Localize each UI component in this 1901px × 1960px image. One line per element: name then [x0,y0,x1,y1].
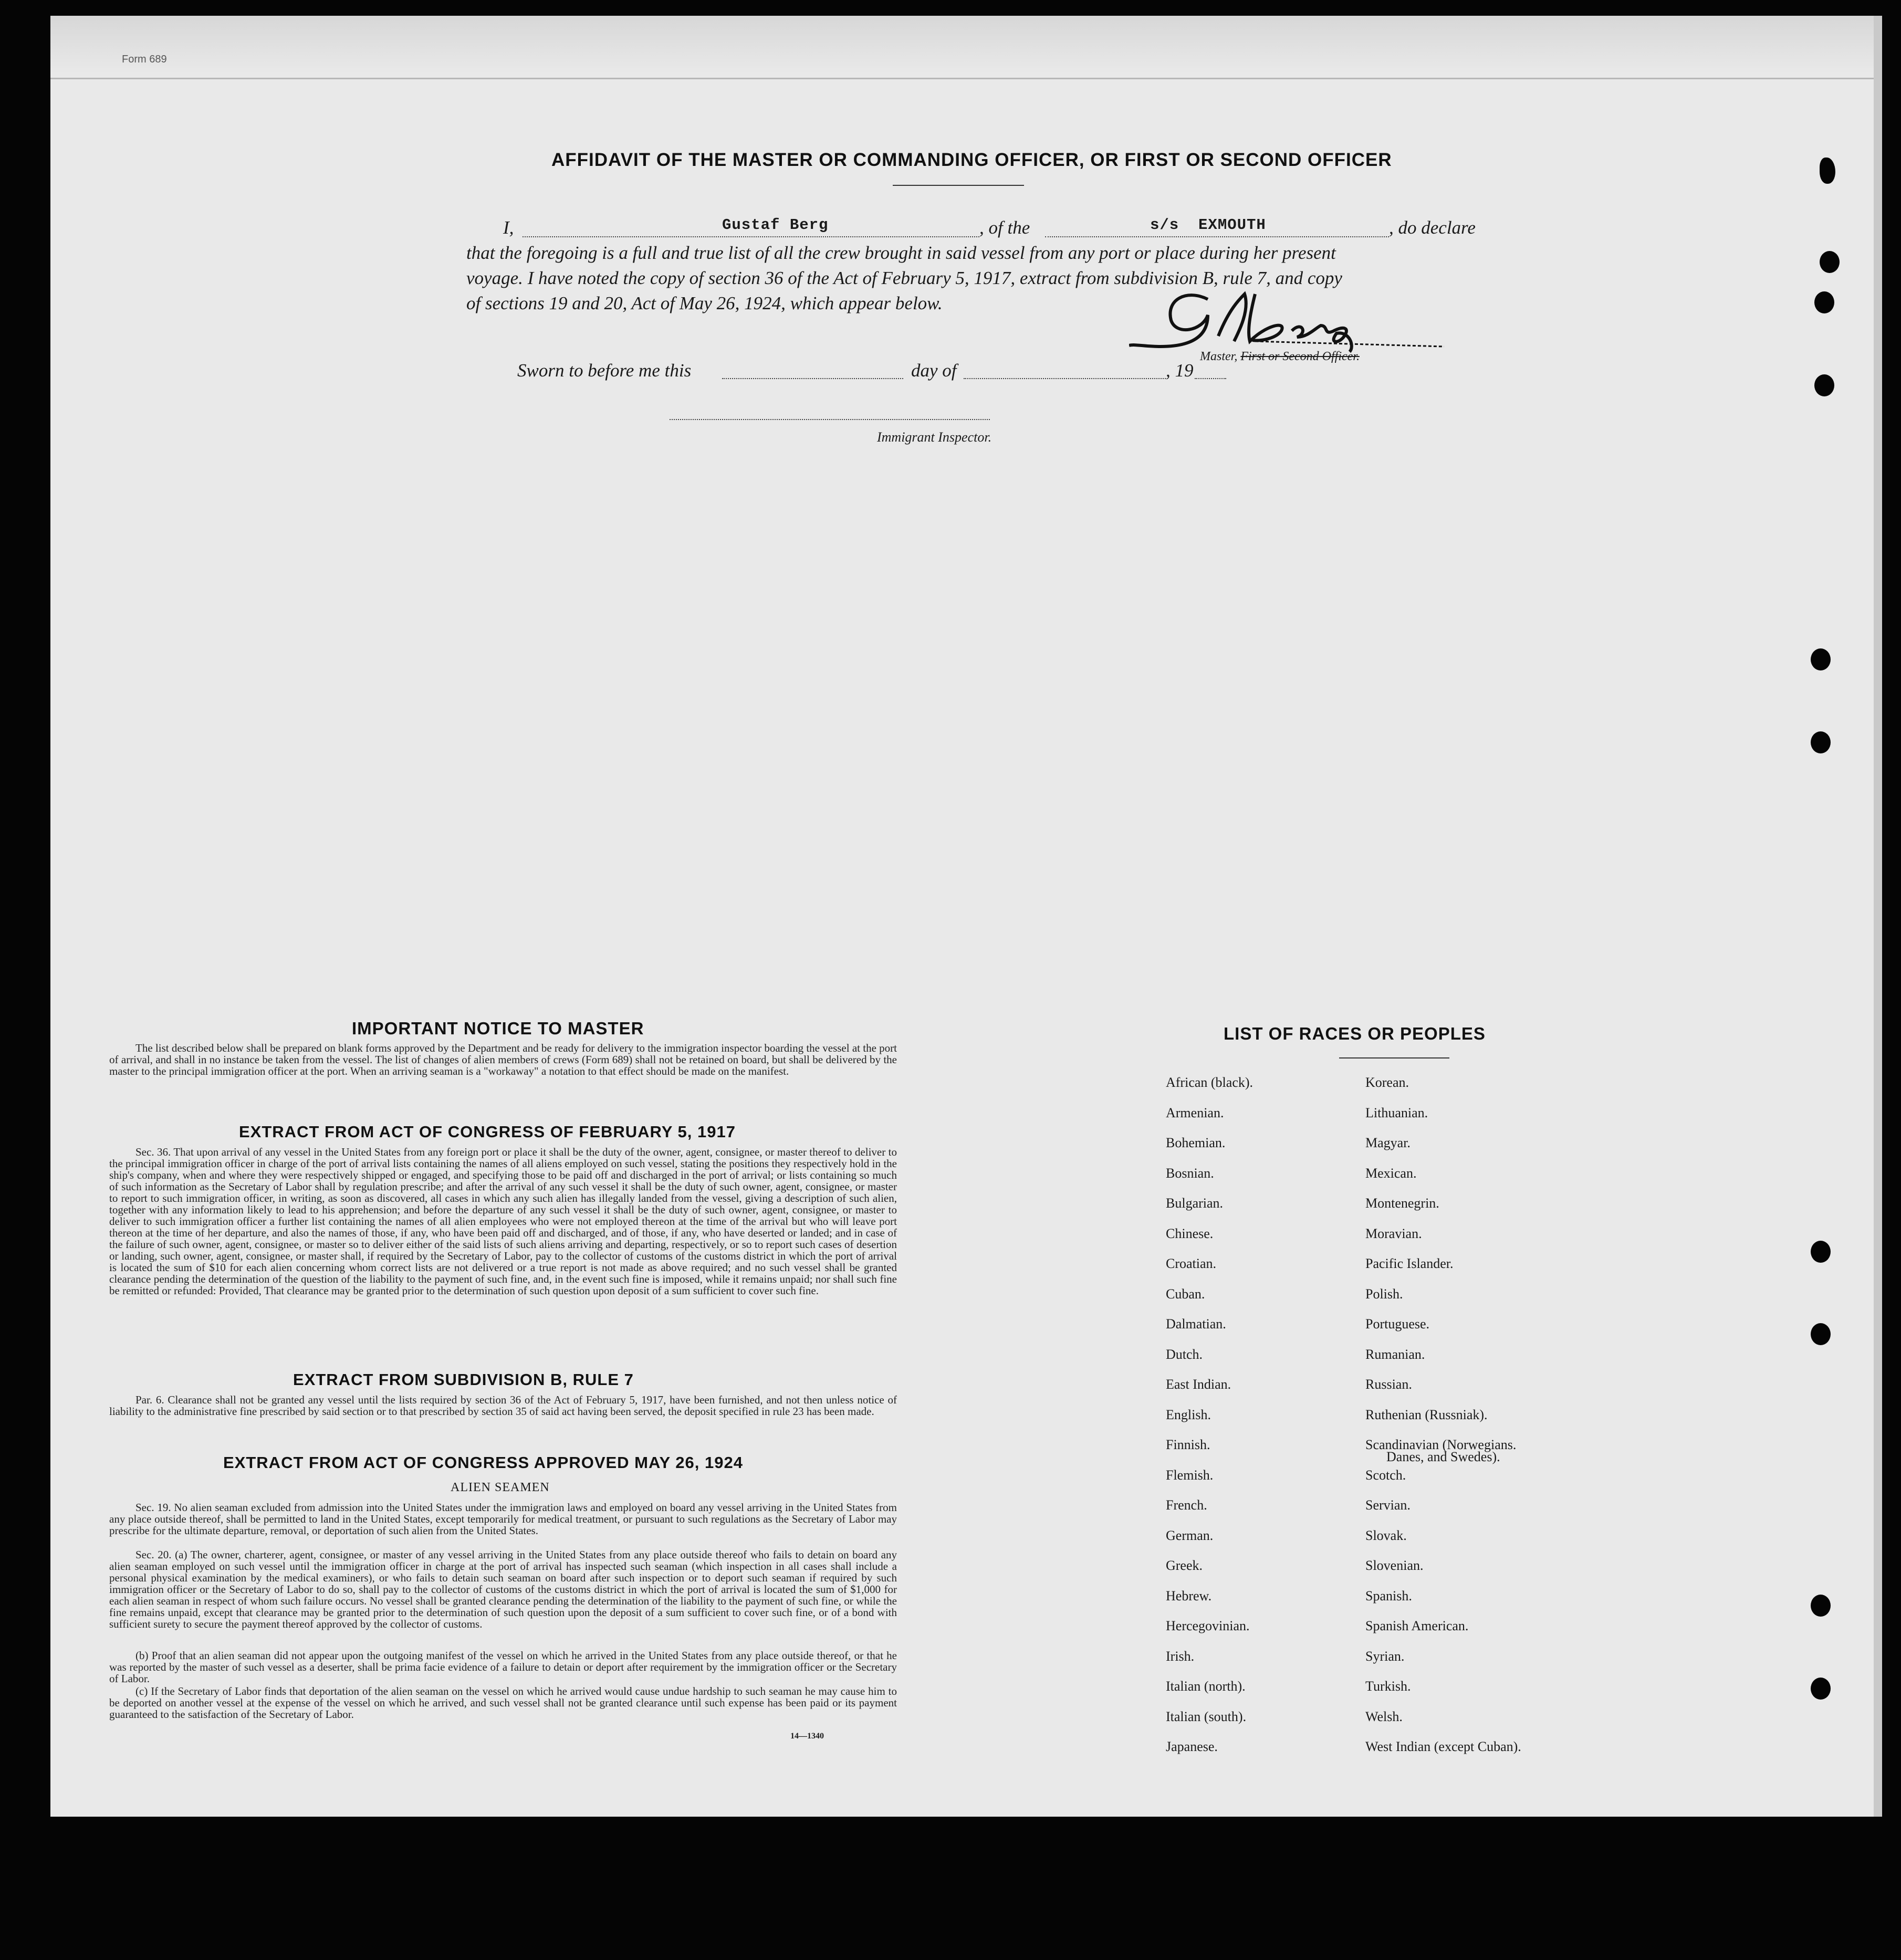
race-item: Korean. [1365,1075,1409,1090]
section-19-text: Sec. 19. No alien seaman excluded from admission into the United States under the immigration laws and employed on board any vessel arriving in the United States from any place outside thereof, shall be permitted to land in the United States, except temporarily for medical treatment, or pursuant to such regulations as the Secretary of Labor may prescribe for the ultimate departure, removal, or deportation of such alien from the United States. [109,1501,897,1537]
vessel-field [1045,218,1389,237]
race-item: Cuban. [1166,1286,1205,1302]
race-item: Syrian. [1365,1648,1405,1664]
sworn-label: Sworn to before me this [517,360,692,381]
punch-hole [1811,731,1831,753]
master-signature [1129,278,1455,357]
extract-rule7-title: EXTRACT FROM SUBDIVISION B, RULE 7 [293,1370,634,1389]
punch-hole [1814,374,1834,396]
affidavit-line-2: that the foregoing is a full and true list of all the crew brought in said vessel from any port or place during her present [466,243,1336,263]
race-item: Russian. [1365,1377,1412,1392]
print-code: 14—1340 [790,1732,824,1741]
extract-rule7-body: Par. 6. Clearance shall not be granted any vessel until the lists required by section 36 of the Act of February 5, 1917, have been furnished, and not then unless notice of liability to the administrative fine prescribed by said section or to that prescribed by section 35 of said act having been served, the deposit specified in rule 23 has been made. [109,1393,897,1418]
extract-1917-title: EXTRACT FROM ACT OF CONGRESS OF FEBRUARY 5, 1917 [239,1123,736,1141]
race-item: Lithuanian. [1365,1105,1428,1120]
affidavit-line-3: voyage. I have noted the copy of section 36 of the Act of February 5, 1917, extract from subdivision B, rule 7, and copy [466,268,1342,288]
sworn-date-field [722,362,903,379]
race-item: German. [1166,1527,1214,1543]
race-item: Turkish. [1365,1679,1411,1694]
punch-hole [1811,1678,1831,1700]
punch-hole [1811,1323,1831,1345]
section-20b-text: (b) Proof that an alien seaman did not appear upon the outgoing manifest of the vessel on which he arrived in the United States from any place outside thereof, or that he was reported by the master of such vessel as a deserter, shall be prima facie evidence of a failure to detain or deport after requirement by the immigration officer or the Secretary of Labor. [109,1649,897,1685]
punch-hole [1811,1241,1831,1263]
punch-hole [1820,251,1840,273]
race-item: Polish. [1365,1286,1403,1302]
affidavit-declare-label: , do declare [1389,217,1476,238]
punch-hole [1811,648,1831,670]
race-item: Servian. [1365,1497,1411,1513]
race-item: Welsh. [1365,1709,1403,1724]
race-item: French. [1166,1497,1207,1513]
sworn-year-field [1195,362,1226,379]
section-20a-text: Sec. 20. (a) The owner, charterer, agent, consignee, or master of any vessel arriving in the United States from any place outside thereof who fails to detain on board any alien seaman employed on such vessel until the immigration officer in charge at the port of arrival has inspected such seaman (which inspection in all cases shall include a personal physical examination by the medical examiners), or who fails to detain such seaman on board after such inspection or to deport such seaman if required by such immigration officer or the Secretary of Labor to do so, shall pay to the collector of customs of the customs district in which the port of arrival is located the sum of $1,000 for each alien seaman in respect of whom such failure occurs. No vessel shall be granted clearance pending the determination of the liability to the payment of such fine, or while the fine remains unpaid, except that clearance may be granted prior to the determination of such question upon the deposit of a sum sufficient to cover such fine, or of a bond with sufficient surety to secure the payment thereof approved by the collector of customs. [109,1548,897,1630]
officer-name-field [523,218,979,237]
race-item: Bosnian. [1166,1165,1214,1181]
fold-line [50,78,1882,79]
race-item: Portuguese. [1365,1316,1430,1332]
inspector-label: Immigrant Inspector. [877,429,992,445]
extract-1917-body: Sec. 36. That upon arrival of any vessel in the United States from any foreign port or place it shall be the duty of the owner, agent, consignee, or master thereof to deliver to the principal immigration officer in charge of the port of arrival lists containing the names of all aliens employed on such vessel, stating the positions they respectively hold in the ship's company, when and where they were respectively shipped or engaged, and specifying those to be paid off and discharged in the port of arrival; or lists containing so much of such information as the Secretary of Labor shall by regulation prescribe; and after the arrival of any such vessel it shall be the duty of such owner, agent, consignee, or master to report to such immigration officer, in writing, as soon as discovered, all cases in which any such alien has illegally landed from the vessel, giving a description of such alien, together with any information likely to lead to his apprehension; and before the departure of any such vessel it shall be the duty of such owner, agent, consignee, or master to deliver to such immigration officer a further list containing the names of all alien employees who were not employed thereon at the time of the arrival but who will leave port thereon at the time of her departure, and also the names of those, if any, who have been paid off and discharged, and of those, if any, who have deserted or landed; and in case of the failure of such owner, agent, consignee, or master so to deliver either of the said lists of such aliens arriving and departing, respectively, or so to report such cases of desertion or landing, such owner, agent, consignee, or master shall, if required by the Secretary of Labor, pay to the collector of customs of the customs district in which the port of arrival is located the sum of $10 for each alien concerning whom correct lists are not delivered or a true report is not made as above required; and no such vessel shall be granted clearance pending the determination of the question of the liability to the payment of such fine, and, in the event such fine is imposed, while it remains unpaid; nor shall such fine be remitted or refunded: Provided, That clearance may be granted prior to the determination of such question upon deposit of a sum sufficient to cover such fine. [109,1146,897,1297]
race-item: Dalmatian. [1166,1316,1226,1332]
race-item: Greek. [1166,1558,1203,1573]
race-item: Mexican. [1365,1165,1417,1181]
race-item: Spanish American. [1365,1618,1469,1633]
alien-seamen-subtitle: ALIEN SEAMEN [451,1481,550,1494]
race-item: Armenian. [1166,1105,1224,1120]
race-item: West Indian (except Cuban). [1365,1739,1521,1754]
officer-name: Gustaf Berg [722,216,829,234]
race-item: Hebrew. [1166,1588,1212,1603]
race-item: Slovak. [1365,1527,1407,1543]
affidavit-title: AFFIDAVIT OF THE MASTER OR COMMANDING OFFICER, OR FIRST OR SECOND OFFICER [551,150,1392,170]
race-item: Moravian. [1365,1225,1422,1241]
race-item: Flemish. [1166,1467,1214,1483]
affidavit-line-4: of sections 19 and 20, Act of May 26, 1924, which appear below. [466,293,943,313]
race-item: Rumanian. [1365,1346,1425,1362]
race-item: Spanish. [1365,1588,1412,1603]
race-item: Bulgarian. [1166,1196,1224,1211]
race-item: Finnish. [1166,1437,1210,1452]
race-item: Ruthenian (Russniak). [1365,1407,1488,1422]
race-item: Italian (south). [1166,1709,1247,1724]
race-item: Dutch. [1166,1346,1203,1362]
affidavit-title-rule [893,185,1024,186]
punch-hole [1811,1595,1831,1617]
races-title: LIST OF RACES OR PEOPLES [1224,1024,1486,1043]
race-item: Hercegovinian. [1166,1618,1250,1633]
race-item: Croatian. [1166,1256,1217,1271]
race-continuation: Danes, and Swedes). [1386,1449,1500,1464]
form-number: Form 689 [122,54,167,65]
notice-body: The list described below shall be prepared on blank forms approved by the Department and be ready for delivery to the immigration inspector boarding the vessel at the port of arrival, and shall in no instance be taken from the vessel. The list of changes of alien members of crews (Form 689) shall not be retained on board, but shall be delivered by the master to the principal immigration officer at the port. When an arriving seaman is a "workaway" a notation to that effect should be made on the manifest. [109,1042,897,1077]
race-item: Irish. [1166,1648,1195,1664]
race-item: Slovenian. [1365,1558,1424,1573]
race-item: East Indian. [1166,1377,1231,1392]
race-item: Bohemian. [1166,1135,1226,1150]
page-top-shading [50,16,1882,74]
race-item: Japanese. [1166,1739,1218,1754]
race-item: Scandinavian (Norwegians. [1365,1437,1517,1452]
affidavit-i-label: I, [503,217,514,238]
affidavit-of-the-label: , of the [979,217,1030,238]
section-20c-text: (c) If the Secretary of Labor finds that deportation of the alien seaman on the vessel on which he arrived would cause undue hardship to such seaman he may cause him to be deported on another vessel at the expense of the vessel on which he arrived, and such vessel shall not be granted clearance until such expense has been paid or its payment guaranteed to the satisfaction of the Secretary of Labor. [109,1685,897,1721]
struck-officer-label: First or Second Officer. [1240,350,1360,363]
race-item: Italian (north). [1166,1679,1246,1694]
vessel-name: s/s EXMOUTH [1150,216,1266,234]
race-item: English. [1166,1407,1211,1422]
race-item: Pacific Islander. [1365,1256,1454,1271]
extract-1924-title: EXTRACT FROM ACT OF CONGRESS APPROVED MAY 26, 1924 [223,1453,743,1472]
master-label-line [1200,350,1360,364]
punch-hole [1820,158,1835,184]
sworn-month-field [964,362,1166,379]
punch-hole [1814,291,1834,313]
race-item: Scotch. [1365,1467,1406,1483]
race-item: Chinese. [1166,1225,1214,1241]
master-label: Master, [1200,350,1238,363]
year-label: , 19 [1166,360,1194,381]
races-title-rule [1339,1057,1449,1058]
inspector-signature-field [670,408,990,420]
race-item: Montenegrin. [1365,1196,1439,1211]
page-edge [1874,16,1882,1817]
notice-title: IMPORTANT NOTICE TO MASTER [352,1019,644,1038]
race-item: African (black). [1166,1075,1254,1090]
race-item: Magyar. [1365,1135,1411,1150]
day-of-label: day of [911,360,957,381]
